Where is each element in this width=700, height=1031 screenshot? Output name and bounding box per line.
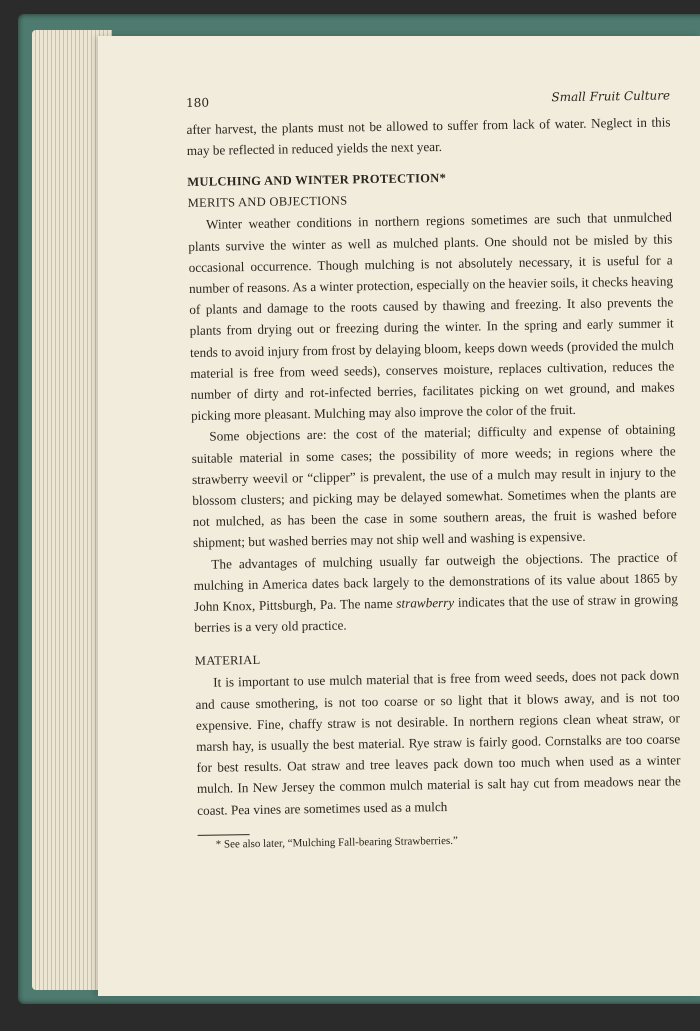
paragraph-merits: Winter weather conditions in northern regions sometimes are such that unmulched plants survive the winter as well as mulched plants. One should not be misled by this occasional occurrence. Though mulching is not absolutely necessary, it is useful for a number of reasons. As a winter protection, especially on the heavier soils, it checks heaving of plants and damage to the roots caused by thawing and freezing. It also prevents the plants from drying out or freezing during the winter. In the spring and early summer it tends to avoid injury from frost by delaying bloom, keeps down weeds (provided the mulch material is free from weed seeds), conserves moisture, replaces cultivation, reduces the number of dirty and rot-infected berries, facilitates picking on wet ground, and makes picking more pleasant. Mulching may also improve the color of the fruit. xyxy=(188,209,675,424)
running-title: Small Fruit Culture xyxy=(551,88,671,105)
intro-paragraph: after harvest, the plants must not be allowed to suffer from lack of water. Neglect in this may be reflected in reduced yields the next year. xyxy=(186,114,671,159)
advantages-text-b: indicates that the use of straw in growing berries is a very old practice. xyxy=(194,591,679,636)
running-head xyxy=(186,88,670,110)
page-number: 180 xyxy=(186,95,210,110)
page-content xyxy=(186,88,682,850)
footnote-rule xyxy=(198,834,250,836)
footnote: * See also later, “Mulching Fall-bearing Strawberries.” xyxy=(215,834,458,851)
paragraph-material: It is important to use mulch material that is free from weed seeds, does not pack down and cause smothering, is not too coarse or so light that it blows away, and is not too expensive. Fine, chaffy straw is not desirable. In northern regions clean wheat straw, or marsh hay, is usually the best material. Rye straw is fairly good. Cornstalks are too coarse for best results. Oat straw and tree leaves pack down too much when used as a winter mulch. In New Jersey the common mulch material is salt hay cut from meadows near the coast. Pea vines are sometimes used as a mulch xyxy=(195,667,681,818)
advantages-italic-word: strawberry xyxy=(396,594,455,611)
advantages-text-a: The advantages of mulching usually far outweigh the objections. The practice of mulching in America dates back largely to the demonstrations of its value about 1865 by John Knox, Pittsburgh, Pa. The name xyxy=(193,548,678,614)
paragraph-objections: Some objections are: the cost of the material; difficulty and expense of obtaining suitable material in some cases; the possibility of more weeds; in regions where the strawberry weevil or “clipper” is prevalent, the use of a mulch may result in injury to the blossom clusters; and picking may be delayed somewhat. Sometimes when the plants are not mulched, as has been the case in some southern areas, the fruit is washed before shipment; but washed berries may not ship well and washing is expensive. xyxy=(191,421,677,551)
section-heading: MULCHING AND WINTER PROTECTION* xyxy=(187,171,447,190)
book-page xyxy=(98,36,700,996)
subheading-merits: MERITS AND OBJECTIONS xyxy=(187,193,348,211)
paragraph-advantages xyxy=(193,546,678,638)
subheading-material: MATERIAL xyxy=(194,653,261,669)
